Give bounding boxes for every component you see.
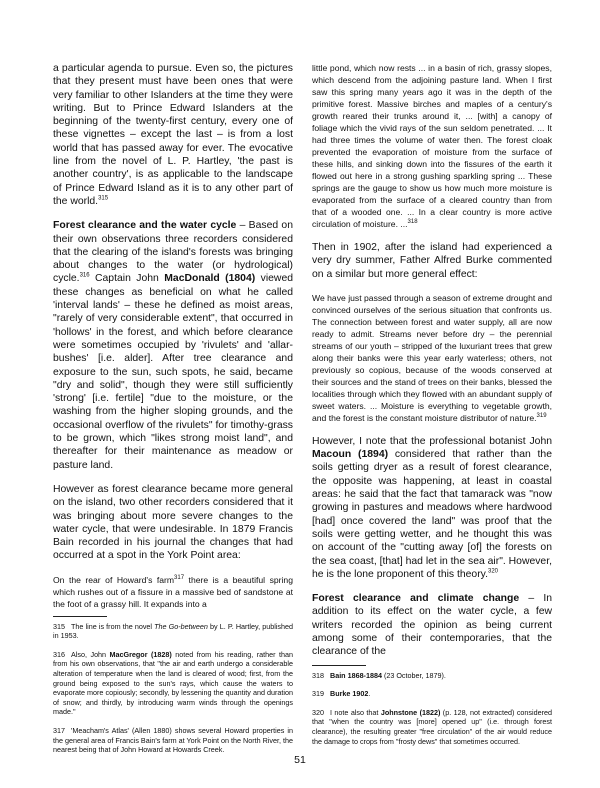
footnote-text: (23 October, 1879).: [381, 670, 446, 680]
footnote-text: (p. 128, not extracted) considered that "when the country was [more] opened up" (i.e. through forest clearance), the resulting greater "free circulation" of the air would reduce the damage to crops from "frosty dews" that sometimes occurred.: [312, 707, 552, 746]
footnote-text: .: [368, 689, 371, 699]
paragraph-text: – In addition to its effect on the water cycle, a few writers recorded the opinion as being current among some of their contemporaries, that the clearance of the: [312, 593, 552, 658]
source-name: Burke 1902: [330, 689, 369, 699]
block-quote: [312, 62, 552, 230]
footnote-number: 316: [53, 649, 65, 659]
footnote-ref: 318: [407, 219, 418, 226]
left-column: [53, 62, 293, 755]
source-name: MacGregor (1828): [109, 649, 172, 659]
paragraph-text: viewed these changes as beneficial on what he called 'interval lands' – these he defined as moist areas, "rarely of very considerable extent", that occurred in 'hollows' in the forest, and which before clearance were sometimes occupied by 'rivulets' and 'allar-bushes' [i.e. alder]. After tree clearance and exposure to the sun, such spots, he said, became "dry and solid", though they were still sufficiently 'strong' [i.e. fertile] "due to the moisture, or the washing from the higher sloping grounds, and the occasional overflow of the rivulets" for timothy-grass to be grown, which "likes strong moist land", and thereafter for their maintenance as meadow or pasture land.: [53, 273, 293, 471]
page-number: 51: [294, 754, 306, 766]
footnote: [312, 689, 552, 699]
footnote-number: 315: [53, 621, 65, 631]
source-name: Bain 1868-1884: [330, 670, 382, 680]
footnote-ref: 320: [488, 568, 499, 575]
paragraph: [53, 219, 293, 472]
footnote-text: 'Meacham's Atlas' (Allen 1880) shows several Howard properties in the general area of Francis Bain's farm at York Point on the North River, the nearest being that of John Howard at Howards Creek.: [53, 726, 293, 755]
footnote-text: I note also that: [330, 707, 381, 717]
book-title: The Go-between: [154, 621, 208, 631]
quote-text: We have just passed through a season of extreme drought and convinced ourselves of the serious situation that confronts us. The connection between forest and water supply, all are now ready to admit. Streams never before dry – the perennial streams of our youth – stripped of the luxuriant trees that grew along their banks were this year early waterless; others, not previously so copious, because of the woods conserved at their sources and the stand of trees on their banks, blessed the localities through which they flowed with an abundant supply of sweet waters. ... Moisture is everything to vegetable growth, and the forest is the constant moisture distributor of nature.: [312, 292, 552, 423]
paragraph-text: a particular agenda to pursue. Even so, the pictures that they present must have been ones that were very familiar to other Islanders at the time they were writing. But to Prince Edward Islanders at the beginning of the twenty-first century, every one of these vignettes – except the last – is from a lost world that has passed away for ever. The evocative line from the novel of L. P. Hartley, 'the past is another country', is as applicable to the landscape of Prince Edward Island as it is to any other part of the world.: [53, 63, 293, 207]
source-name: Macoun (1894): [312, 449, 389, 461]
source-name: MacDonald (1804): [164, 273, 256, 285]
footnote-ref: 317: [174, 574, 185, 581]
paragraph-text: Captain John: [89, 273, 165, 285]
footnote-text: The line is from the novel: [71, 621, 155, 631]
paragraph-text: However, I note that the professional botanist John: [312, 435, 552, 447]
quote-text: there is a beautiful spring which rushes out of a fissure in a massive bed of sandstone at the foot of a grassy hill. It expands into a: [53, 574, 293, 609]
footnote: [53, 650, 293, 717]
right-column: [312, 62, 552, 746]
paragraph: Then in 1902, after the island had experienced a very dry summer, Father Alfred Burke commented on a similar but more general effect:: [312, 242, 552, 280]
footnote-rule: [312, 665, 366, 666]
source-name: Johnstone (1822): [380, 707, 441, 717]
footnote-ref: 315: [98, 195, 109, 202]
section-heading: Forest clearance and climate change: [312, 593, 520, 605]
footnote-number: 318: [312, 670, 324, 680]
quote-text: On the rear of Howard's farm: [53, 574, 175, 585]
paragraph: However as forest clearance became more general on the island, two other recorders considered that it was bringing about more severe changes to the water cycle, that were undesirable. In 1879 Francis Bain recorded in his journal the changes that had occurred at a spot in the York Point area:: [53, 483, 293, 562]
footnote-text: by L. P. Hartley, published in 1953.: [53, 621, 293, 641]
paragraph-text: – Based on their own observations three recorders considered that the clearing of the island's forests was bringing about changes to the water (or hydrological) cycle.: [53, 220, 293, 285]
footnote-number: 320: [312, 707, 324, 717]
paragraph: [312, 592, 552, 658]
footnote-number: 317: [53, 726, 65, 736]
footnote-text: noted from his reading, rather than from his own observations, that "the air and earth undergo a considerable alteration of temperature when the land is cleared of wood; first, from the ground being exposed to the sun's rays, which cause the waters to evaporate more copiously; secondly, by lessening the quantity and duration of snow; and thirdly, by introducing warm winds through the openings made.": [53, 649, 293, 717]
paragraph: [53, 62, 293, 208]
footnote: [312, 671, 552, 681]
paragraph-text: considered that rather than the soils getting dryer as a result of forest clearance, the opposite was happening, at least in coastal areas: he said that the fact that tamarack was "now growing in pastures and meadows where hardwood [had] once covered the land" was proof that the soils were getting wetter, and he thought this was on account of the "cutting away [of] the forests on the sea coast, [that] had let in the sea air". However, he is the lone proponent of this theory.: [312, 449, 552, 580]
footnote-text: Also, John: [71, 649, 110, 659]
quote-text: little pond, which now rests ... in a basin of rich, grassy slopes, which descend from the adjoining pasture land. When I first saw this spring many years ago it was in the depth of the primitive forest. Massive birches and maples of a century's growth reared their trunks around it, ... [with] a canopy of foliage which the vivid rays of the sun seldom penetrated. ... It had three times the volume of water then. The forest cloak prevented the evaporation of moisture from the surface of these hills, and sinking down into the fissures of the earth it flowed out here in a strong gushing sparkling spring ... These springs are the gauge to show us how much more moisture is evaporated from the surface of a cleared country than from that of a wooded one. ... In a clear country is more active circulation of moisture. ...: [312, 63, 552, 229]
block-quote: [312, 292, 552, 424]
footnote-ref: 319: [536, 413, 547, 420]
footnote-number: 319: [312, 689, 324, 699]
paragraph: [312, 435, 552, 581]
footnote: [53, 622, 293, 641]
section-heading: Forest clearance and the water cycle: [53, 220, 237, 232]
footnote: [53, 726, 293, 755]
footnote: [312, 708, 552, 746]
footnote-ref: 316: [79, 272, 90, 279]
footnote-rule: [53, 616, 107, 617]
block-quote: [53, 574, 293, 610]
